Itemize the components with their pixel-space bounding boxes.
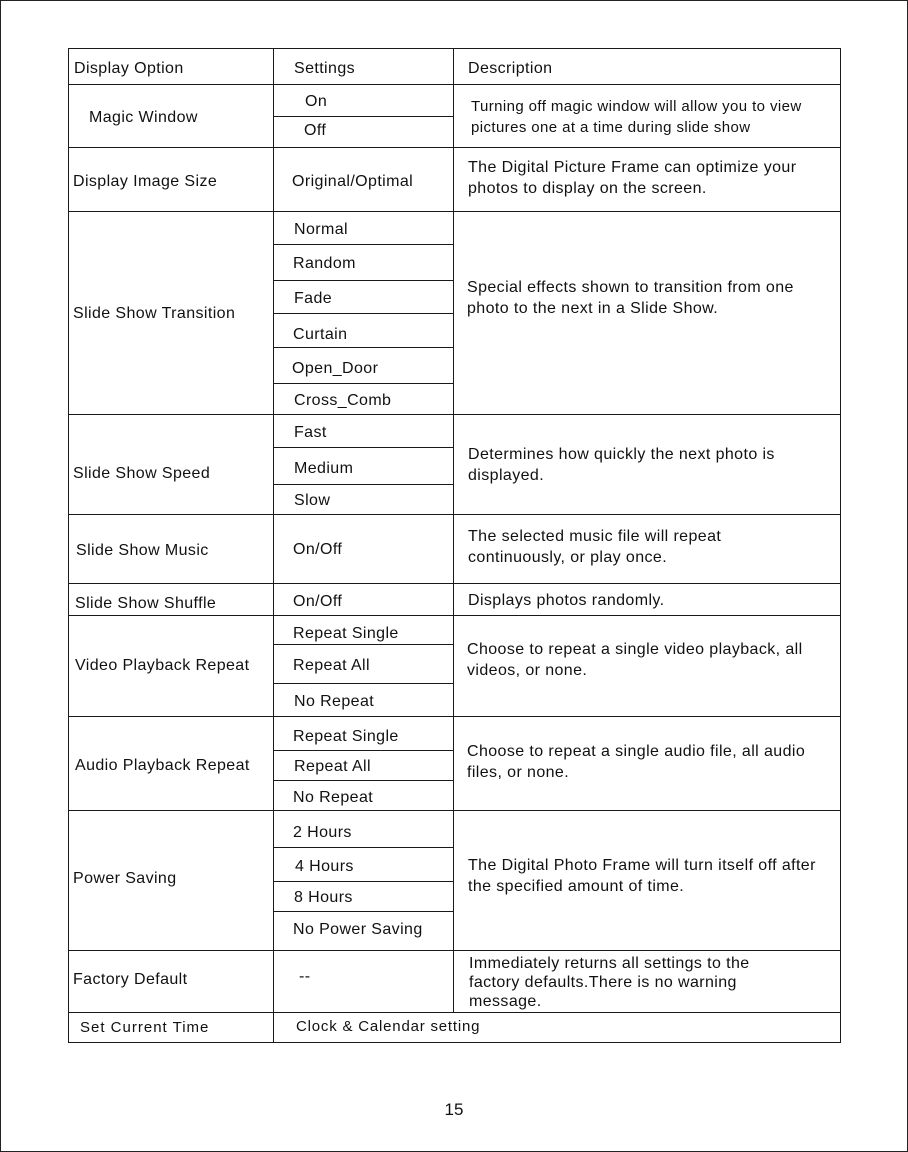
setting-value: Fade bbox=[294, 290, 333, 307]
option-label: Slide Show Speed bbox=[73, 465, 211, 482]
option-description: Immediately returns all settings to the factory defaults.There is no warning message. bbox=[469, 955, 750, 1010]
option-label: Power Saving bbox=[73, 870, 177, 887]
option-description: The Digital Photo Frame will turn itself off after the specified amount of time. bbox=[468, 857, 816, 895]
setting-value: Cross_Comb bbox=[294, 392, 392, 409]
table-rule bbox=[273, 683, 453, 684]
table-rule bbox=[273, 383, 453, 384]
table-rule bbox=[273, 313, 453, 314]
option-label: Slide Show Music bbox=[76, 542, 209, 559]
table-rule bbox=[68, 84, 841, 85]
setting-value: Clock & Calendar setting bbox=[296, 1018, 481, 1035]
option-description: The Digital Picture Frame can optimize your photos to display on the screen. bbox=[468, 159, 797, 197]
table-rule bbox=[68, 950, 841, 951]
table-rule bbox=[68, 48, 69, 1043]
option-description: Determines how quickly the next photo is displayed. bbox=[468, 446, 775, 484]
option-description: The selected music file will repeat continuously, or play once. bbox=[468, 528, 722, 566]
setting-value: Slow bbox=[294, 492, 331, 509]
setting-value: Curtain bbox=[293, 326, 348, 343]
table-rule bbox=[273, 484, 453, 485]
header-display-option: Display Option bbox=[74, 60, 184, 77]
setting-value: Repeat All bbox=[294, 758, 371, 775]
option-description: Choose to repeat a single audio file, all audio files, or none. bbox=[467, 743, 806, 781]
table-rule bbox=[273, 347, 453, 348]
table-rule bbox=[273, 911, 453, 912]
table-rule bbox=[68, 211, 841, 212]
option-description: Displays photos randomly. bbox=[468, 592, 665, 609]
setting-value: Original/Optimal bbox=[292, 173, 414, 190]
header-settings: Settings bbox=[294, 60, 356, 77]
table-rule bbox=[840, 48, 841, 1043]
setting-value: Medium bbox=[294, 460, 354, 477]
option-description: Special effects shown to transition from one photo to the next in a Slide Show. bbox=[467, 279, 794, 317]
setting-value: Repeat All bbox=[293, 657, 370, 674]
option-label: Slide Show Transition bbox=[73, 305, 236, 322]
setting-value: Open_Door bbox=[292, 360, 379, 377]
setting-value: On/Off bbox=[293, 593, 343, 610]
option-label: Factory Default bbox=[73, 971, 188, 988]
option-description: Turning off magic window will allow you to view pictures one at a time during slide show bbox=[471, 98, 802, 136]
option-label: Audio Playback Repeat bbox=[75, 757, 250, 774]
table-rule bbox=[273, 780, 453, 781]
setting-value: 2 Hours bbox=[293, 824, 352, 841]
option-label: Magic Window bbox=[89, 109, 198, 126]
option-label: Display Image Size bbox=[73, 173, 218, 190]
setting-value: No Power Saving bbox=[293, 921, 423, 938]
table-rule bbox=[68, 514, 841, 515]
setting-value: No Repeat bbox=[293, 789, 374, 806]
table-rule bbox=[273, 116, 453, 117]
table-rule bbox=[68, 615, 841, 616]
table-rule bbox=[68, 716, 841, 717]
setting-value: On/Off bbox=[293, 541, 343, 558]
table-rule bbox=[273, 447, 453, 448]
setting-value: Normal bbox=[294, 221, 348, 238]
setting-value: 8 Hours bbox=[294, 889, 353, 906]
table-rule bbox=[68, 414, 841, 415]
table-rule bbox=[453, 48, 454, 1013]
setting-value: 4 Hours bbox=[295, 858, 354, 875]
setting-value: -- bbox=[299, 968, 311, 985]
table-rule bbox=[68, 1012, 841, 1013]
setting-value: Fast bbox=[294, 424, 327, 441]
table-rule bbox=[273, 48, 274, 1043]
setting-value: Repeat Single bbox=[293, 625, 399, 642]
option-label: Slide Show Shuffle bbox=[75, 595, 217, 612]
setting-value: Off bbox=[304, 122, 327, 139]
table-rule bbox=[273, 881, 453, 882]
page-number: 15 bbox=[444, 1100, 464, 1119]
setting-value: Random bbox=[293, 255, 356, 272]
table-rule bbox=[273, 750, 453, 751]
header-description: Description bbox=[468, 60, 553, 77]
table-rule bbox=[273, 644, 453, 645]
table-rule bbox=[68, 810, 841, 811]
table-rule bbox=[273, 280, 453, 281]
setting-value: On bbox=[305, 93, 328, 110]
setting-value: No Repeat bbox=[294, 693, 375, 710]
table-rule bbox=[68, 48, 841, 49]
table-rule bbox=[273, 847, 453, 848]
table-rule bbox=[68, 1042, 841, 1043]
option-label: Set Current Time bbox=[80, 1019, 210, 1036]
option-description: Choose to repeat a single video playback, all videos, or none. bbox=[467, 641, 803, 679]
option-label: Video Playback Repeat bbox=[75, 657, 250, 674]
table-rule bbox=[68, 583, 841, 584]
setting-value: Repeat Single bbox=[293, 728, 399, 745]
table-rule bbox=[68, 147, 841, 148]
table-rule bbox=[273, 244, 453, 245]
